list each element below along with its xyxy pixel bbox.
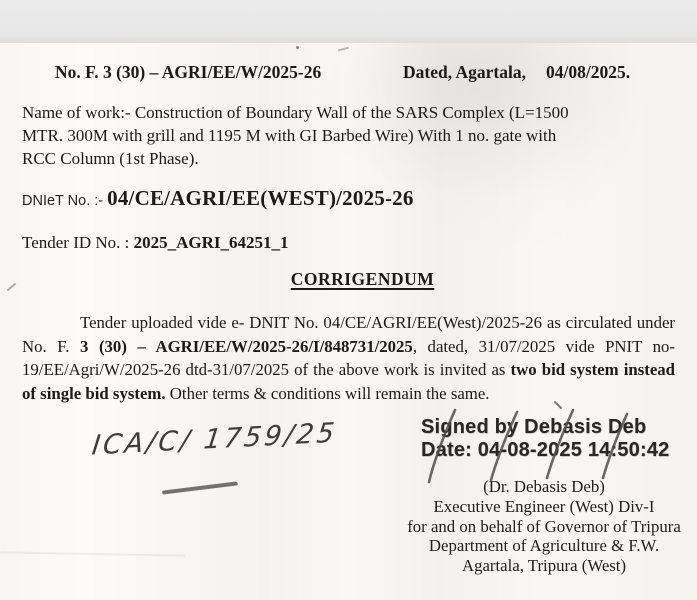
corrigendum-body-paragraph <box>22 311 675 405</box>
work-line: RCC Column (1st Phase). <box>22 149 199 168</box>
handwritten-dash-stroke <box>162 481 238 494</box>
corrigendum-title: CORRIGENDUM <box>290 269 435 289</box>
signed-by-line: Signed by Debasis Deb <box>421 416 647 438</box>
dniet-number-line <box>22 186 414 211</box>
tender-id-number: 2025_AGRI_64251_1 <box>133 233 289 252</box>
work-line: MTR. 300M with grill and 1195 M with GI Barbed Wire) With 1 no. gate with <box>22 126 557 145</box>
signatory-block <box>398 477 690 576</box>
body-bold-reference: 3 (30) – AGRI/EE/W/2025-26/I/848731/2025 <box>80 336 413 356</box>
body-text-run: Tender uploaded vide e- DNIT No. 04/CE/AGRI/EE(West)/2025-26 as circulated under No. F. <box>22 313 675 356</box>
signatory-on-behalf: for and on behalf of Governor of Tripura <box>407 516 681 536</box>
signatory-place: Agartala, Tripura (West) <box>461 556 627 576</box>
scan-speck <box>296 46 299 49</box>
signatory-name: (Dr. Debasis Deb) <box>483 477 605 496</box>
body-text-run: , dated, 31/07/2025 vide PNIT no-19/EE/Agri/W/2025-26 dtd-31/07/2025 of the above work is invited as <box>22 336 676 380</box>
body-text-run: Other terms & conditions will remain the same. <box>165 383 490 403</box>
dniet-number: 04/CE/AGRI/EE(WEST)/2025-26 <box>107 186 414 210</box>
digital-signature-stamp <box>421 416 670 462</box>
handwritten-file-number: ICA/C/ 1759/25 <box>90 417 339 462</box>
document-date: 04/08/2025. <box>546 62 631 82</box>
paper-fold-line <box>0 551 185 556</box>
signature-date-line: Date: 04-08-2025 14:50:42 <box>421 439 670 461</box>
signatory-department: Department of Agriculture & F.W. <box>428 536 660 556</box>
tender-id-line <box>22 233 289 253</box>
reference-number: No. F. 3 (30) – AGRI/EE/W/2025-26 <box>55 62 322 82</box>
tender-id-label: Tender ID No. : <box>22 233 134 252</box>
body-bold-bid-system: two bid system instead of single bid system. <box>22 360 675 403</box>
corrigendum-heading-row <box>0 269 697 290</box>
signatory-designation: Executive Engineer (West) Div-I <box>433 496 655 516</box>
scan-speck <box>338 47 349 52</box>
work-line: Name of work:- Construction of Boundary Wall of the SARS Complex (L=1500 <box>22 103 569 122</box>
dniet-label: DNIeT No. :- <box>22 193 108 209</box>
name-of-work-paragraph <box>22 101 582 170</box>
scanner-edge-band <box>0 0 697 43</box>
dated-place-label: Dated, Agartala, <box>403 62 526 82</box>
